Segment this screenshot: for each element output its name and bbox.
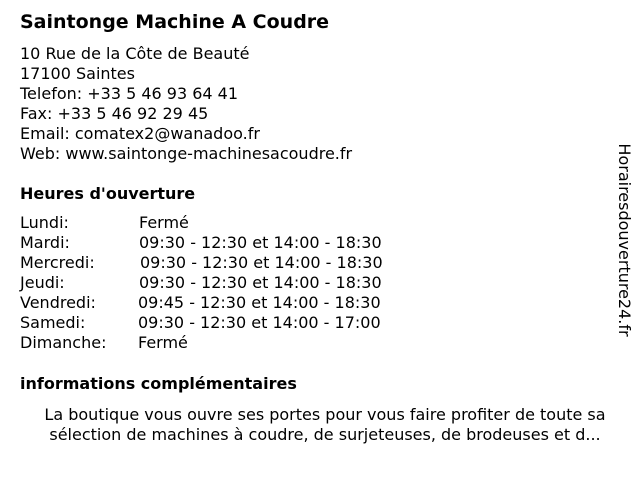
day-label: Dimanche: bbox=[20, 333, 107, 352]
info-description bbox=[18, 405, 632, 445]
day-label: Mardi: bbox=[20, 233, 70, 252]
phone-number: Telefon: +33 5 46 93 64 41 bbox=[20, 84, 239, 103]
day-hours: 09:30 - 12:30 et 14:00 - 18:30 bbox=[139, 273, 382, 292]
address-street: 10 Rue de la Côte de Beauté bbox=[20, 44, 250, 63]
fax-number: Fax: +33 5 46 92 29 45 bbox=[20, 104, 209, 123]
info-line: La boutique vous ouvre ses portes pour vous faire profiter de toute sa bbox=[44, 405, 606, 424]
email-address: Email: comatex2@wanadoo.fr bbox=[20, 124, 260, 143]
day-label: Mercredi: bbox=[20, 253, 95, 272]
website: Web: www.saintonge-machinesacoudre.fr bbox=[20, 144, 353, 163]
day-label: Jeudi: bbox=[20, 273, 65, 292]
day-hours: 09:30 - 12:30 et 14:00 - 18:30 bbox=[140, 253, 383, 272]
info-line: sélection de machines à coudre, de surjeteuses, de brodeuses et d... bbox=[49, 425, 601, 444]
day-hours: 09:30 - 12:30 et 14:00 - 18:30 bbox=[139, 233, 382, 252]
day-hours: 09:45 - 12:30 et 14:00 - 18:30 bbox=[138, 293, 381, 312]
day-hours: 09:30 - 12:30 et 14:00 - 17:00 bbox=[138, 313, 381, 332]
day-hours: Fermé bbox=[139, 213, 189, 232]
day-label: Lundi: bbox=[20, 213, 69, 232]
day-hours: Fermé bbox=[138, 333, 188, 352]
contact-block bbox=[20, 44, 352, 164]
day-label: Vendredi: bbox=[20, 293, 96, 312]
site-watermark: Horairesdouverture24.fr bbox=[615, 143, 634, 337]
info-heading: informations complémentaires bbox=[20, 374, 297, 393]
hours-heading: Heures d'ouverture bbox=[20, 184, 196, 203]
day-label: Samedi: bbox=[20, 313, 86, 332]
business-name: Saintonge Machine A Coudre bbox=[20, 11, 330, 33]
address-city: 17100 Saintes bbox=[20, 64, 135, 83]
